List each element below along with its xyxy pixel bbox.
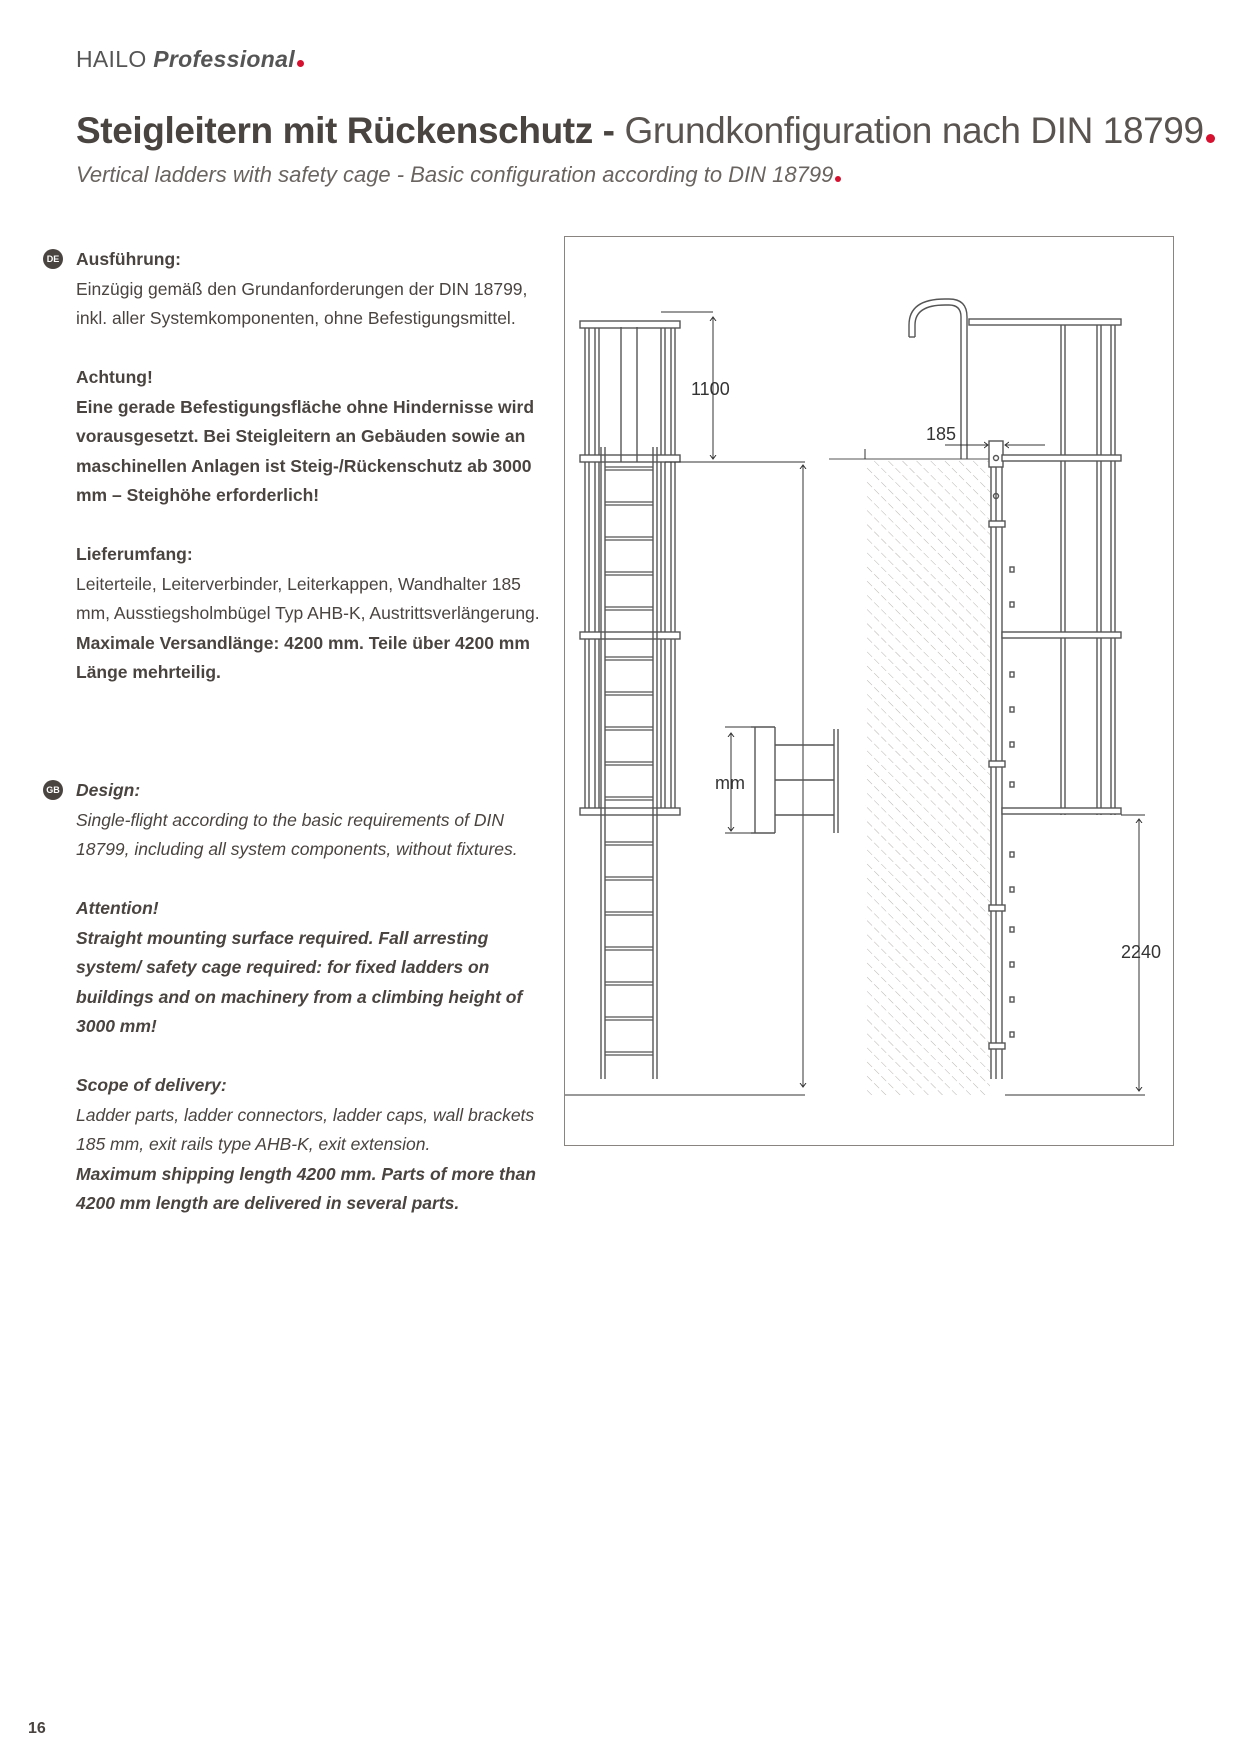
gb-scope-heading: Scope of delivery: xyxy=(76,1075,227,1095)
section-de xyxy=(46,245,546,688)
technical-drawing xyxy=(564,236,1174,1146)
dim-wall-label: 185 xyxy=(926,424,957,444)
ladder-drawing-svg xyxy=(565,237,1173,1145)
section-gb xyxy=(46,776,546,1219)
wall-hatch xyxy=(865,459,990,1095)
de-scope-heading: Lieferumfang: xyxy=(76,544,193,564)
dim-unit-label: mm xyxy=(715,773,745,793)
front-view xyxy=(580,321,680,1079)
de-attention-heading: Achtung! xyxy=(76,367,153,387)
de-heading: Ausführung: xyxy=(76,249,181,269)
flag-de-icon: DE xyxy=(43,249,63,269)
description-column xyxy=(46,245,546,1219)
page-title xyxy=(76,110,1215,152)
brand-dot xyxy=(297,60,304,67)
dim-top-label: 1100 xyxy=(691,379,730,399)
title-bold: Steigleitern mit Rückenschutz - xyxy=(76,110,615,151)
gb-scope-text: Ladder parts, ladder connectors, ladder caps, wall brackets 185 mm, exit rails type AHB-K, exit extension. xyxy=(76,1104,535,1154)
cage-section-detail xyxy=(751,727,838,833)
de-design-text: Einzügig gemäß den Grundanforderungen der DIN 18799, inkl. aller Systemkomponenten, ohne Befestigungsmittel. xyxy=(76,278,528,328)
gb-attention-text: Straight mounting surface required. Fall arresting system/ safety cage required: for fixed ladders on buildings and on machinery from a climbing height of 3000 mm! xyxy=(76,927,523,1036)
subtitle-text: Vertical ladders with safety cage - Basic configuration according to DIN 18799 xyxy=(76,162,834,187)
flag-gb-icon: GB xyxy=(43,780,63,800)
brand-name: HAILO xyxy=(76,46,147,72)
title-light: Grundkonfiguration nach DIN 18799 xyxy=(624,110,1204,151)
de-shipping-text: Maximale Versandlänge: 4200 mm. Teile über 4200 mm Länge mehrteilig. xyxy=(76,632,530,682)
gb-heading: Design: xyxy=(76,780,141,800)
gb-attention-heading: Attention! xyxy=(76,898,159,918)
gb-shipping-text: Maximum shipping length 4200 mm. Parts of more than 4200 mm length are delivered in several parts. xyxy=(76,1163,536,1213)
gb-design-text: Single-flight according to the basic requirements of DIN 18799, including all system components, without fixtures. xyxy=(76,809,518,859)
subtitle-dot xyxy=(835,176,841,182)
brand-logo xyxy=(76,46,304,73)
dim-bottom-label: 2240 xyxy=(1121,942,1162,962)
de-attention-text: Eine gerade Befestigungsfläche ohne Hindernisse wird vorausgesetzt. Bei Steigleitern an Gebäuden sowie an maschinellen Anlagen ist Steig-/Rückenschutz ab 3000 mm – Steighöhe erforderlich! xyxy=(76,396,535,505)
title-dot xyxy=(1206,134,1215,143)
de-scope-text: Leiterteile, Leiterverbinder, Leiterkappen, Wandhalter 185 mm, Ausstiegsholmbügel Typ AHB-K, Austrittsverlängerung. xyxy=(76,573,540,623)
brand-suffix: Professional xyxy=(153,46,295,72)
page-number: 16 xyxy=(28,1720,46,1737)
page-subtitle xyxy=(76,162,841,188)
